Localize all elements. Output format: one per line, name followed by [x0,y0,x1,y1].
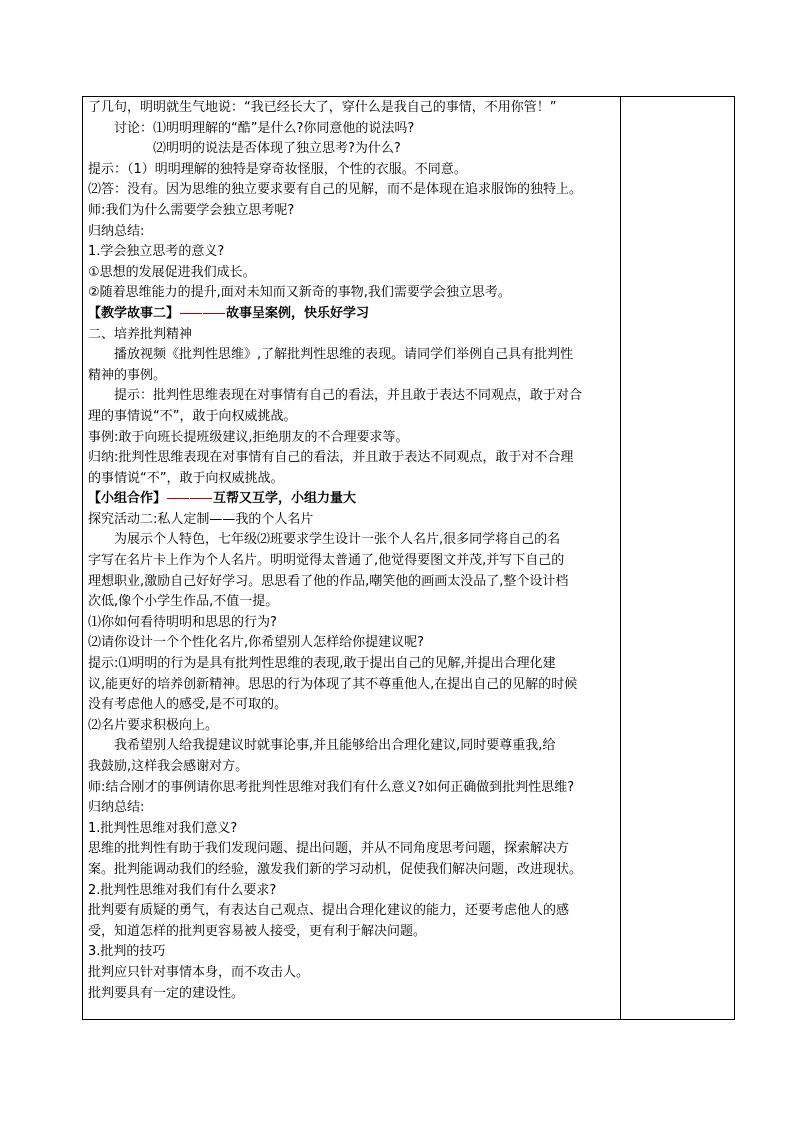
text-line: ⑵请你设计一个个性化名片,你希望别人怎样给你提建议呢? [88,635,425,651]
text-line: 我鼓励,这样我会感谢对方。 [88,759,249,774]
text-line: 提示：批判性思维表现在对事情有自己的看法，并且敢于表达不同观点，敢于对合 [114,388,583,404]
text-line: 师:我们为什么需要学会独立思考呢? [88,202,295,218]
text-line: 播放视频《批判性思维》,了解批判性思维的表现。请同学们举例自己具有批判性 [114,347,574,363]
section-heading-label: 【教学故事二】 [88,305,180,321]
text-line: 我希望别人给我提建议时就事论事,并且能够给出合理化建议,同时要尊重我,给 [114,738,556,754]
heading-dash [180,313,202,314]
text-line: 提示：（1）明明理解的独特是穿奇妆怪服，个性的衣服。不同意。 [88,161,467,177]
section-heading-text: 互帮又互学，小组力量大 [213,491,357,507]
text-line: 次低,像个小学生作品,不值一提。 [88,594,279,610]
notes-cell [621,97,734,1019]
text-line: ⑴你如何看待明明和思思的行为? [88,614,277,630]
text-line: 精神的事例。 [88,367,167,383]
section-heading [88,304,620,325]
section-heading [88,489,620,510]
text-line: 没有考虑他人的感受,是不可取的。 [88,697,288,713]
text-line: 事例:敢于向班长提班级建议,拒绝朋友的不合理要求等。 [88,429,409,445]
text-line: 议,能更好的培养创新精神。思思的行为体现了其不尊重他人,在提出自己的见解的时候 [88,676,578,692]
text-line: ①思想的发展促进我们成长。 [88,264,256,280]
text-line: ⑵名片要求积极向上。 [88,717,219,733]
text-line: 批判要具有一定的建设性。 [88,985,245,1001]
text-line: 二、培养批判精神 [88,326,193,342]
text-line: 师:结合刚才的事例请你思考批判性思维对我们有什么意义?如何正确做到批判性思维? [88,779,575,795]
text-line: 3.批判的技巧 [88,944,166,960]
heading-dash [203,313,225,314]
text-line: 1.批判性思维对我们意义? [88,820,238,836]
text-line: 2.批判性思维对我们有什么要求? [88,882,277,898]
text-line: ⑵明明的说法是否体现了独立思考?为什么? [153,141,401,157]
text-line: 提示:⑴明明的行为是具有批判性思维的表现,敢于提出自己的见解,并提出合理化建 [88,656,556,672]
text-line: 的事情说“不”，敢于向权威挑战。 [88,470,284,486]
heading-dash [190,498,212,499]
lesson-content-cell [83,97,621,1019]
text-line: 批判应只针对事情本身，而不攻击人。 [88,964,310,980]
text-line: ②随着思维能力的提升,面对未知而又新奇的事物,我们需要学会独立思考。 [88,285,511,301]
text-line: 理的事情说“不”，敢于向权威挑战。 [88,408,297,424]
section-heading-text: 故事呈案例，快乐好学习 [226,305,370,321]
text-line: 了几句，明明就生气地说：“我已经长大了，穿什么是我自己的事情，不用你管！” [88,100,557,115]
text-line: 归纳总结: [88,800,145,816]
text-line: 思维的批判性有助于我们发现问题、提出问题，并从不同角度思考问题，探索解决方 [88,841,570,857]
text-line: 为展示个人特色，七年级⑵班要求学生设计一张个人名片,很多同学将自己的名 [114,532,561,548]
text-line: 批判要有质疑的勇气，有表达自己观点、提出合理化建议的能力，还要考虑他人的感 [88,903,570,919]
text-line: 探究活动二:私人定制——我的个人名片 [88,511,314,527]
text-line: 归纳总结: [88,223,145,239]
text-line: 讨论：⑴明明理解的“酷”是什么?你同意他的说法吗? [114,120,415,136]
text-line: 理想职业,激励自己好好学习。思思看了他的作品,嘲笑他的画画太没品了,整个设计档 [88,573,569,589]
section-heading-label: 【小组合作】 [88,491,167,507]
text-line: 字写在名片卡上作为个人名片。明明觉得太普通了,他觉得要图文并茂,并写下自己的 [88,553,565,569]
text-line: 案。批判能调动我们的经验，激发我们新的学习动机，促使我们解决问题，改进现状。 [88,861,583,877]
lesson-table [82,96,735,1020]
text-line: 归纳:批判性思维表现在对事情有自己的看法，并且敢于表达不同观点，敢于对不合理 [88,450,574,466]
text-line: 1.学会独立思考的意义? [88,244,225,260]
text-line: ⑵答：没有。因为思维的独立要求要有自己的见解，而不是体现在追求服饰的独特上。 [88,182,583,198]
text-line: 受，知道怎样的批判更容易被人接受，更有利于解决问题。 [88,923,427,939]
heading-dash [167,498,189,499]
